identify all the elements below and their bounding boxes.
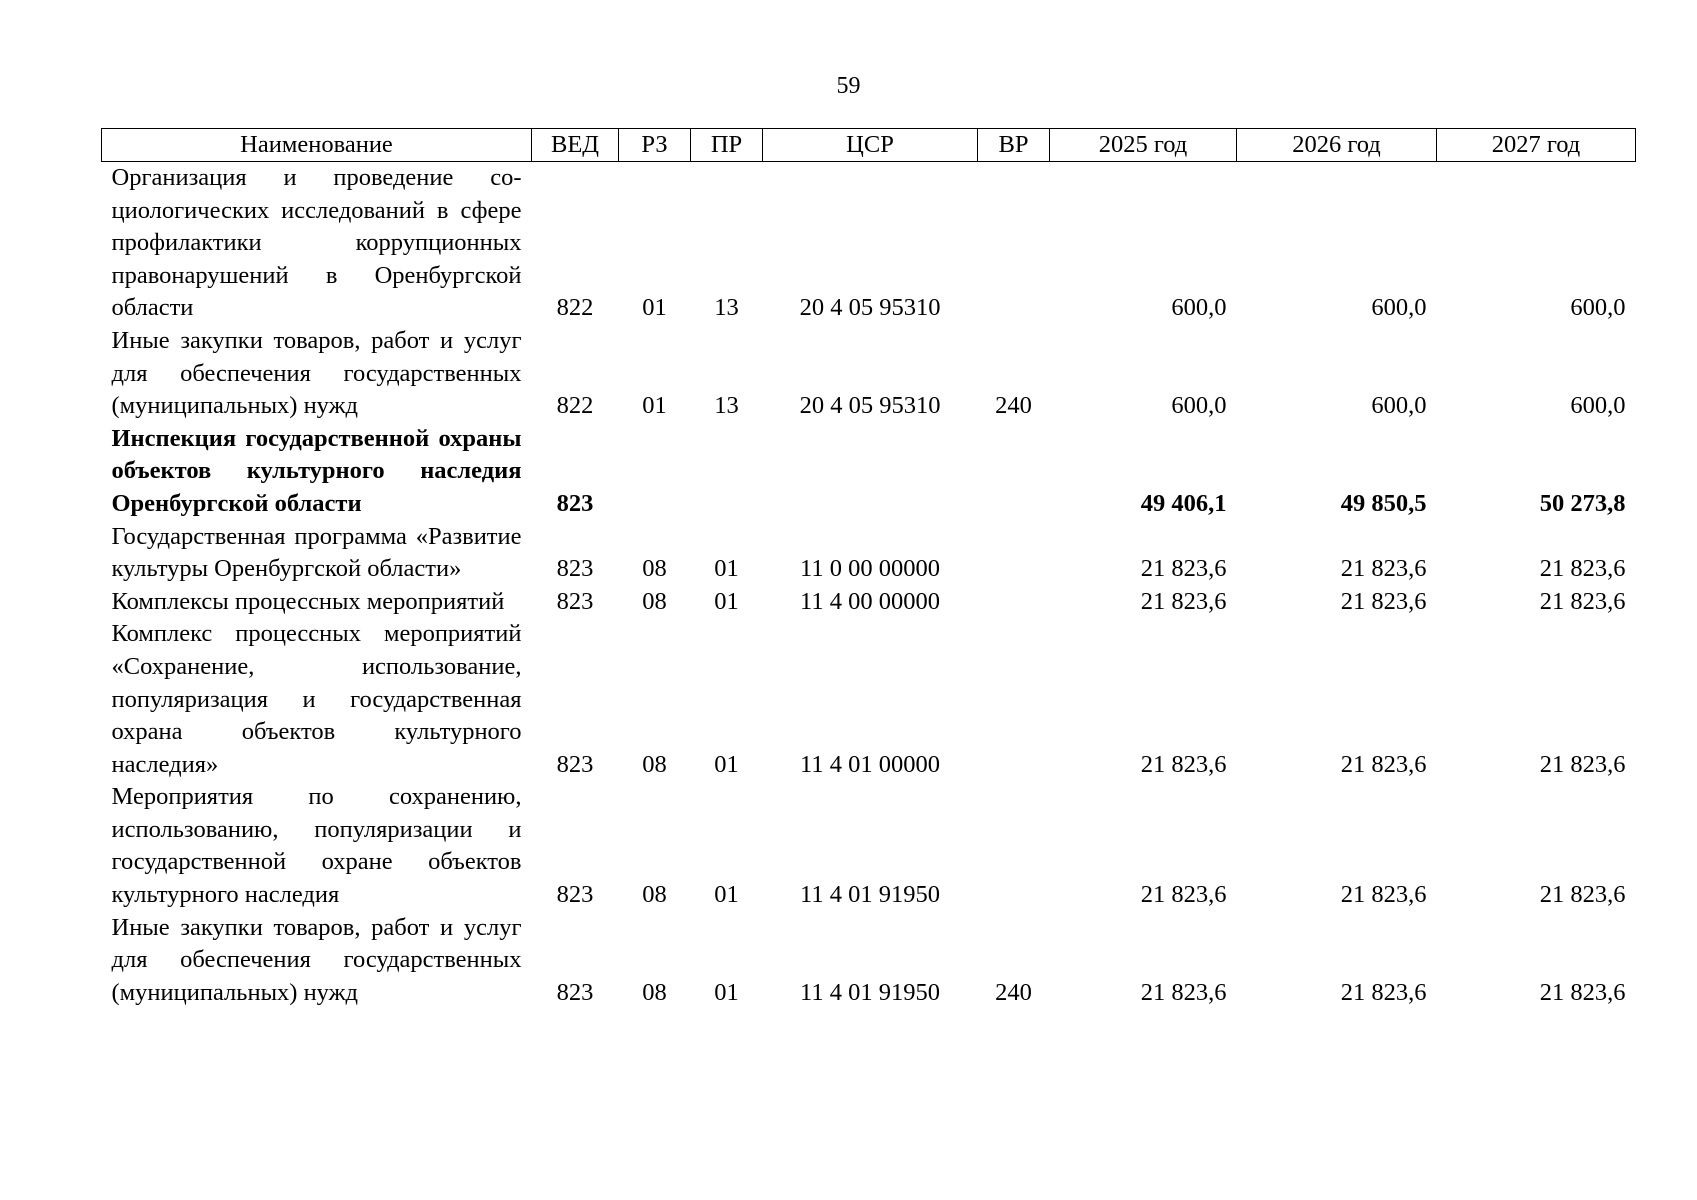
row-rz: 08 bbox=[642, 978, 667, 1006]
row-2026: 21 823,6 bbox=[1340, 750, 1427, 778]
row-2026: 600,0 bbox=[1371, 392, 1427, 420]
row-csr: 11 4 01 91950 bbox=[800, 978, 940, 1006]
row-name: Иные закупки товаров, работ и услуг для обеспечения государственных (муниципальных) нужд bbox=[111, 913, 522, 1006]
row-2027: 21 823,6 bbox=[1539, 587, 1626, 615]
row-ved: 823 bbox=[556, 587, 594, 615]
table-row bbox=[102, 586, 1636, 619]
table-row bbox=[102, 325, 1636, 423]
row-2027: 21 823,6 bbox=[1539, 881, 1626, 909]
header-ved: ВЕД bbox=[532, 129, 619, 162]
row-name: Иные закупки товаров, работ и услуг для обеспечения государственных (муниципальных) нужд bbox=[111, 326, 522, 420]
row-ved: 822 bbox=[556, 294, 594, 322]
row-ved: 823 bbox=[556, 750, 594, 778]
row-vr: 240 bbox=[995, 392, 1032, 420]
row-ved: 823 bbox=[556, 978, 594, 1006]
row-2027: 600,0 bbox=[1570, 392, 1626, 420]
row-rz: 08 bbox=[642, 750, 667, 778]
row-pr: 01 bbox=[714, 978, 739, 1006]
row-pr: 01 bbox=[714, 881, 739, 909]
table-row bbox=[102, 521, 1636, 586]
row-csr: 11 4 00 00000 bbox=[800, 587, 940, 615]
row-2025: 21 823,6 bbox=[1140, 587, 1227, 615]
row-pr bbox=[691, 423, 763, 521]
table-body bbox=[102, 162, 1636, 1010]
row-pr: 13 bbox=[714, 294, 739, 322]
row-vr bbox=[978, 423, 1050, 521]
row-ved: 822 bbox=[556, 392, 594, 420]
header-csr: ЦСР bbox=[763, 129, 978, 162]
row-2025: 49 406,1 bbox=[1140, 489, 1227, 517]
row-2025: 600,0 bbox=[1171, 294, 1227, 322]
row-rz: 08 bbox=[642, 587, 667, 615]
row-name: Комплексы процессных мероприятий bbox=[111, 587, 505, 615]
row-rz: 08 bbox=[642, 881, 667, 909]
row-rz: 01 bbox=[642, 294, 667, 322]
header-row bbox=[102, 129, 1636, 162]
row-2027: 21 823,6 bbox=[1539, 750, 1626, 778]
row-pr: 01 bbox=[714, 555, 739, 583]
row-vr bbox=[978, 618, 1050, 781]
row-name: Комплекс процессных мероприятий «Сохранение, использование, популяризация и государственная охрана объектов культурного наследия» bbox=[111, 620, 522, 778]
table-row-total bbox=[102, 423, 1636, 521]
row-2026: 21 823,6 bbox=[1340, 587, 1427, 615]
row-pr: 13 bbox=[714, 392, 739, 420]
row-2025: 600,0 bbox=[1171, 392, 1227, 420]
header-2027: 2027 год bbox=[1437, 129, 1636, 162]
header-2026: 2026 год bbox=[1237, 129, 1437, 162]
row-2025: 21 823,6 bbox=[1140, 881, 1227, 909]
row-2026: 600,0 bbox=[1371, 294, 1427, 322]
row-vr bbox=[978, 586, 1050, 619]
row-csr: 20 4 05 95310 bbox=[799, 294, 941, 322]
row-csr: 11 0 00 00000 bbox=[800, 555, 940, 583]
row-2027: 21 823,6 bbox=[1539, 555, 1626, 583]
row-2026: 21 823,6 bbox=[1340, 881, 1427, 909]
table-row bbox=[102, 162, 1636, 325]
row-vr bbox=[978, 781, 1050, 911]
row-csr: 11 4 01 00000 bbox=[800, 750, 940, 778]
header-rz: РЗ bbox=[619, 129, 691, 162]
row-csr: 11 4 01 91950 bbox=[800, 881, 940, 909]
row-ved: 823 bbox=[556, 555, 594, 583]
header-name: Наименование bbox=[102, 129, 532, 162]
row-name: Мероприятия по сохранению, использованию, популяризации и государственной охране объектов культурного наследия bbox=[111, 783, 522, 909]
row-name: Организация и проведение социологических исследований в сфере профилактики коррупционных правонарушений в Оренбургской области bbox=[111, 164, 522, 322]
budget-table bbox=[101, 128, 1636, 1009]
header-pr: ПР bbox=[691, 129, 763, 162]
row-2026: 49 850,5 bbox=[1340, 489, 1427, 517]
row-2025: 21 823,6 bbox=[1140, 978, 1227, 1006]
row-ved: 823 bbox=[556, 489, 594, 517]
row-csr: 20 4 05 95310 bbox=[799, 392, 941, 420]
header-2025: 2025 год bbox=[1050, 129, 1237, 162]
header-vr: ВР bbox=[978, 129, 1050, 162]
row-pr: 01 bbox=[714, 587, 739, 615]
row-2025: 21 823,6 bbox=[1140, 555, 1227, 583]
row-2026: 21 823,6 bbox=[1340, 555, 1427, 583]
row-2025: 21 823,6 bbox=[1140, 750, 1227, 778]
row-2027: 600,0 bbox=[1570, 294, 1626, 322]
row-vr bbox=[978, 162, 1050, 325]
row-rz bbox=[619, 423, 691, 521]
row-2027: 21 823,6 bbox=[1539, 978, 1626, 1006]
row-name: Инспекция государственной охраны объектов культурного наследия Оренбургской области bbox=[111, 424, 522, 517]
row-name: Государственная программа «Развитие культуры Оренбургской области» bbox=[111, 522, 522, 583]
page-number: 59 bbox=[836, 73, 861, 99]
row-ved: 823 bbox=[556, 881, 594, 909]
table-header bbox=[102, 129, 1636, 162]
row-rz: 08 bbox=[642, 555, 667, 583]
row-vr bbox=[978, 521, 1050, 586]
row-rz: 01 bbox=[642, 392, 667, 420]
table-row bbox=[102, 912, 1636, 1010]
row-csr bbox=[763, 423, 978, 521]
table-row bbox=[102, 781, 1636, 911]
row-vr: 240 bbox=[995, 978, 1032, 1006]
table-row bbox=[102, 618, 1636, 781]
row-2026: 21 823,6 bbox=[1340, 978, 1427, 1006]
row-2027: 50 273,8 bbox=[1539, 489, 1626, 517]
row-pr: 01 bbox=[714, 750, 739, 778]
